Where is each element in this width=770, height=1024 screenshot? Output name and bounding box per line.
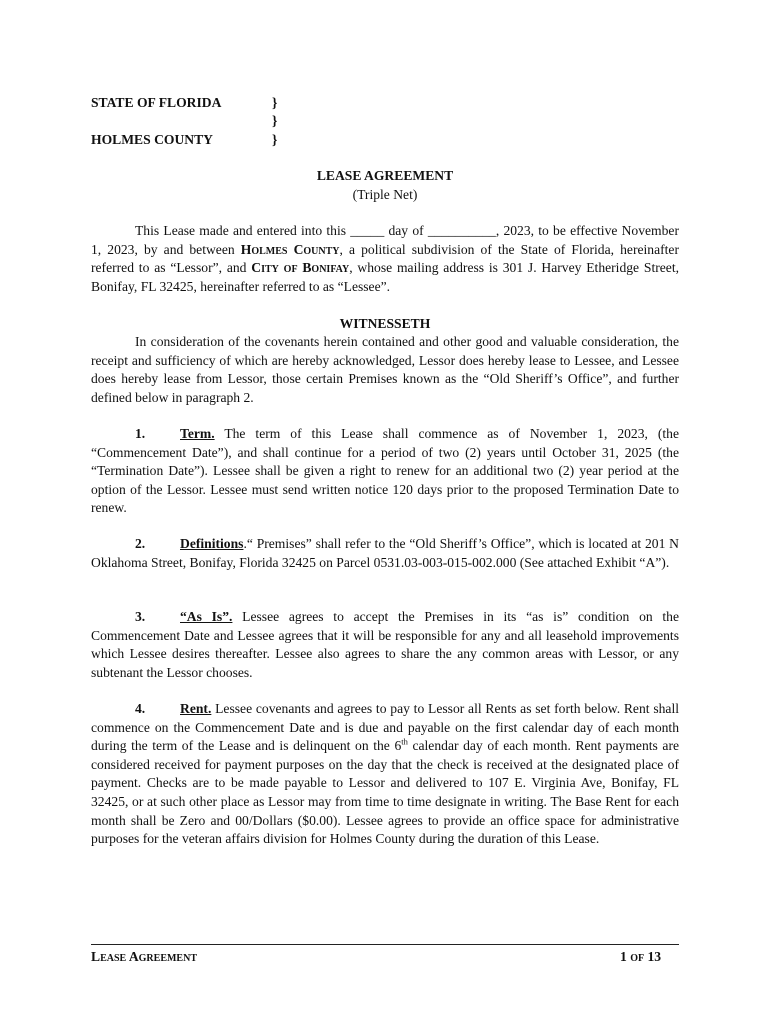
section-heading: Definitions [180, 536, 244, 551]
section-as-is [91, 608, 679, 682]
intro-text-2: , a political subdivision of the State of Florida, hereinafter referred to as “Lessor”, and [91, 241, 679, 276]
section-number: 4. [135, 701, 146, 716]
caption-brace: } [272, 113, 278, 129]
witnesseth-paragraph: In consideration of the covenants herein contained and other good and valuable consideration, the receipt and sufficiency of which are hereby acknowledged, Lessor does hereby lease to Lessee, and Lessee does hereby lease from Lessor, those certain Premises known as the “Old Sheriff’s Office”, and further defined below in paragraph 2. [91, 334, 679, 405]
footer-rule [91, 944, 679, 945]
lessee-name: City of Bonifay [251, 260, 350, 276]
caption-row-state [91, 94, 351, 112]
section-rent [91, 700, 679, 849]
caption-row-blank [91, 112, 351, 130]
section-number: 3. [135, 609, 146, 624]
section-body: Lessee covenants and agrees to pay to Lessor all Rents as set forth below. Rent shall commence on the Commencement Date and is due and payable on the first calendar day of each month during the term of the Lease and is delinquent on the 6 [91, 701, 679, 754]
section-body: The term of this Lease shall commence as of November 1, 2023, (the “Commencement Date”), and shall continue for a period of two (2) years until October 31, 2025 (the “Termination Date”). Lessee shall be given a right to renew for an additional two (2) year period at the option of the Lessor. Lessee must send written notice 120 days prior to the proposed Termination Date to renew. [91, 426, 679, 516]
title-main: LEASE AGREEMENT [316, 168, 454, 183]
section-definitions [91, 535, 679, 572]
ordinal-suffix: th [401, 736, 408, 747]
section-heading: Term. [180, 426, 215, 441]
section-number: 1. [135, 426, 146, 441]
footer-title: Lease Agreement [91, 949, 197, 964]
document-title [91, 167, 679, 204]
title-sub: (Triple Net) [352, 186, 418, 202]
section-number: 2. [135, 536, 146, 551]
section-heading: Rent. [180, 701, 212, 716]
case-caption [91, 94, 351, 149]
intro-text-1: This Lease made and entered into this _____ day of __________, 2023, to be effective November 1, 2023, by and between [91, 223, 679, 257]
intro-text-3: , whose mailing address is 301 J. Harvey Etheridge Street, Bonifay, FL 32425, hereinafter referred to as “Lessee”. [91, 260, 679, 294]
section-term [91, 425, 679, 518]
section-heading: “As Is”. [180, 609, 233, 624]
section-body: Lessee agrees to accept the Premises in its “as is” condition on the Commencement Date and Lessee agrees that it will be responsible for any and all leasehold improvements which Lessee desires thereafter. Lessee also agrees to share the any common areas with Lessor, or any subtenant the Lessor chooses. [91, 609, 680, 680]
state-label: STATE OF FLORIDA [91, 95, 222, 110]
section-body: .“ Premises” shall refer to the “Old Sheriff’s Office”, which is located at 201 N Oklahoma Street, Bonifay, Florida 32425 on Parcel 0531.03-003-015-002.000 (See attached Exhibit “A”). [91, 536, 679, 570]
section-body-cont: calendar day of each month. Rent payments are considered received for payment purposes on the day that the check is received at the designated place of payment. Checks are to be made payable to Lessor and delivered to 107 E. Virginia Ave, Bonifay, FL 32425, or at such other place as Lessor may from time to time designate in writing. The Base Rent for each month shall be Zero and 00/Dollars ($0.00). Lessee agrees to provide an office space for administrative purposes for the veteran affairs division for Holmes County during the duration of this Lease. [91, 738, 680, 847]
caption-row-county [91, 131, 351, 149]
county-label: HOLMES COUNTY [91, 131, 213, 147]
intro-paragraph [91, 222, 679, 296]
page-number: 1 of 13 [620, 949, 662, 964]
caption-brace: } [272, 95, 278, 110]
caption-brace: } [272, 131, 278, 147]
witnesseth-heading: WITNESSETH [339, 316, 431, 331]
lessor-name: Holmes County [240, 241, 340, 257]
